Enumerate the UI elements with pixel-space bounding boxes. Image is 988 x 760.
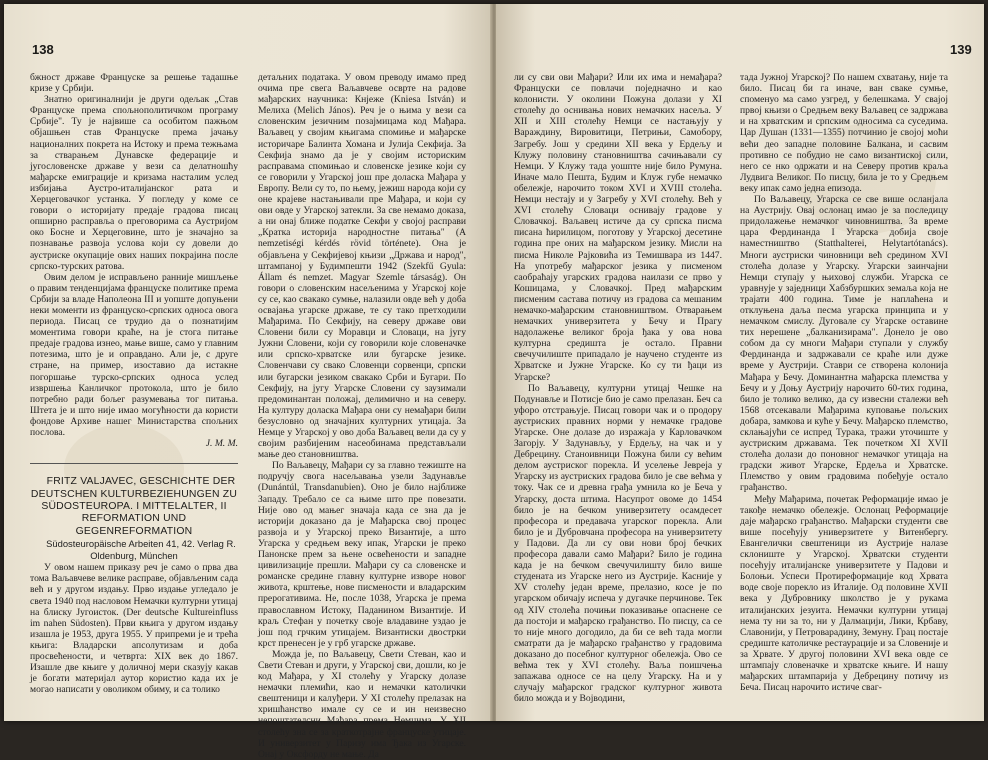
paragraph: Знатно оригиналнији је други одељак „Став Француске према спољнополитичком програму Србије". Ту је највише са особитом пажњом објашњен став Француске према јачању националних покрета на Истоку и према тежњама за стварањем Дунавске федерације и југословенске државе у вези са делатношћу мађарске емиграције и кризама насталим услед избијања Аустро-италијанског рата и Херцеговачког устанка. У погледу у коме се говори о историјату предаје градова писац опширно расправља о преговорима са Аустријом око Босне и Херцеговине, што је значајно за познавање развоја услова који су довели до аустриске окупације ових наших покрајина после српско-турских ратова. (30, 94, 238, 272)
left-page (4, 4, 492, 760)
paragraph: У овом нашем приказу реч је само о прва два тома Ваљавчеве велике расправе, објављеним сада већ и у другом издању. Прво издање угледало је света 1940 под насловом Немачки културни утицај на блиску Југоисток. (Der deutsche Kultureinfluss im nahen Südosten). Први књига у другом издању изашла је 1953, друга 1955. У припреми је и трећа књига: Владарски апсолутизам и доба просвећености, и четврта: XIX век до 1867. Изашле две књиге у доличној мери сказују какав је богати материјал аутор користио када их је могао написати у оволиком обиму, и са толико (30, 562, 238, 696)
paragraph: тада Јужној Угарској? По нашем схватању, није та било. Писац би га иначе, ван сваке сумње, споменуо ма само узгред, у белешкама. У свајој првој књизи о Средњем веку Ваљавец се задржава и на хрватским и српским односима са суседима. Цар Душан (1331—1355) потчинио је својој моћи већи део западне половине Балкана, и сасвим противно се побудио не само византиској сили, него се нко одржати и на Северу против краља Лудвига Великог. По писцу, била је то у Средњем веку ипак само једна епизода. (740, 72, 948, 194)
left-page-number: 138 (32, 42, 54, 57)
section-divider (30, 463, 238, 464)
book-spread (4, 4, 984, 760)
right-page-number: 139 (950, 42, 972, 57)
paragraph: Можда је, по Ваљавецу, Свети Стеван, као и Свети Стеван и други, у Угарској сви, дошли, ко је код Мађара, у XI столећу у Угарску долазе немачки племићи, као и немачки католички свештеници и калуђери. У XI столећу прелазак на хришћанство имале су се и ин неизвесно непоштателсни Мађара према Немцима. У XII столећу зна се за краткотрајне француске утицаје. И универзитет у Паризу има Ђака из Угарске. Онај у Оксфорду не мање. Да (258, 648, 466, 760)
right-page (496, 4, 984, 721)
left-column-1 (30, 72, 238, 712)
right-column-1 (514, 72, 722, 712)
paragraph: По Ваљавецу, Мађари су за главно тежиште на подручју свога насељавања узели Задунавље (Dunántúl, Transdanubien). Оно је било најближе Западу. Требало се са њиме што пре повезати. Није ово од мањег значаја када се зна да је историји доказано да је Мађарска свој процес развоја и у Угарској преко Византије, а што Угарска у средњем веку ипак, Угарски је преко Панонске прем за њене освећености и западне цивилизације прешли. Мађари су са словенске и романске средине главну културне изворе новог живота, крштење, нове писмености и владарским прерогативима. Не, после 1038, Угарска је према православном Истоку, Паданином Византије. И краљ Стефан у почетку своје владавине уздао је још под грчким утицајем. Византиски двострки крст пренесен је у грб угарске државе. (258, 460, 466, 649)
left-column-2 (258, 72, 466, 760)
paragraph: По Ваљавецу, културни утицај Чешке на Подунавље и Потисје био је само прелазан. Беч са уфоро отстрањује. Писац говори чак и о продору аустриских правних норми у немачке градове Угарске. Оне долазе до изражаја у Карловачком Загорју. У Задунављу, у Ердељу, на чак и у Дебрецину. Станоивници Пожуна били су већим делом аустриског порекла. И уселење Јевреја у Угарску из аустриских градова било је све већма у току. Чак се и древна грађа умнила ко је Беча у Угарску, доста штима. Насупрот овоме до 1454 било је на бечком универзитету осамдесет професора и предавача угарског порекла. Али било је и Дубровчана професора на универзитету у Падови. Да ли су ови нови број бечких професора давали само Мађари? Било је година када је на бечком свечучилишту било више студената из Угарске него из Аустрије. Касније у XV столећу један време, прелазио, косе је по угарском обичају испеча у дугачке перчинове. Тек од XIV столећа почињи показивање опаснене се да постоји и мађарско грађанство. По писцу, са се то није много догодило, да би се већ тада могли сматрати да је мађарско грађанство у градовима доказано до посебног културног обележја. Ово се већма тек у XVI столећу. Ваља поишчења запажава односе се на целу Угарску. На и у случају мађарског градског културног живота било можда и у Војводини, (514, 382, 722, 705)
review-signature: J. M. M. (205, 438, 238, 450)
paragraph: детаљних података. У овом преводу имамо пред очима пре свега Ваљавчеве осврте на радове мађарских научника: Кнјеже (Kniesa István) и Мелиха (Melich János). Реч је о њима у вези са словенским језичним позајмицама код Мађара. Ваљавец у својим књигама спомиње и мађарске историчаре Балинта Хомана и Јулија Секфија. За Секфија знамо да је у својим историским расправама спомињао и словенске језике који су се говорили у Угарској још пре доласка Мађара у Европу. Вели су то, по њему, јежиш народа који су оне крајеве настањивали пре Мађара, и који су ови овде у Угарској затекли. За све немамо доказа, а ни онај ближе податке Секфи у својој расправи „Кратка историја народностне питања" (A nemzetiségi kérdés rövid története). Она је објављена у Секфијевој књизи „Држава и народ", штампаној у Будимпешти 1942 (Szekfű Gyula: Állam és nemzet. Magyar Szemle társaság). Он говори о словенским насељенима у Угарској које су се, као свакако сумње, налазили овде већ у доба освајања угарске државе, те су тако претходили Мађарима. По Секфију, на северу државе ови Словени били су Моравци и Словаци, на југу Јужни Словени, који су говорили које словеначке или српско-хрватске или бугарске језике. Словенчави су свако Словенци сорвенци, српски или бугарски језиком свакако Срби и Бугари. По Секфију, на југу Угарске Словени су заузимали предоминантан положај, делимично и на северу. На културу доласка Мађара они су немађари били безусловно од значајних културних утицаја. За Немце у Угарској у ово доба Ваљавец вели да су у својим разбијеним насеобинама представљали мање део становништва. (258, 72, 466, 461)
paragraph: бжност државе Француске за решење тадашње кризе у Србији. (30, 72, 238, 95)
paragraph: ли су сви ови Мађари? Или их има и немађара? Француски се повлачи поједначно и као колонисти. У околини Пожуна долази у XI столећу до оснивања нових немачких насеља. У XII и XIII столећу Немци се настањују у Вараждину, Вировитици, Петрињи, Самобору, Загребу. Још у средини XII века у Ердељу и Клужу половину становништва сачињавали су Немци. У Клужу тада уошпте није било Румуна. Иначе мало Пешта, Будим и Клуж губе немачко обележје, нарочито током XVI и XVIII столећа. Немци нестају и у Загребу у XVI столећу. Већ у XVI столећу Словаци оснивају градове у Словачкој. Ваљавец истиче да су српска писма писана ћирилицом, поготову у Угарској десетине година пре оних на мађарском језику. Мисли на писма Николе Рајковића из Темишвара из 1447. На употребу мађарског језика у писменом саобраћају угарских градова наилази се прво у Кошицама, у Словачкој. Пред мађарским писменим састава потичу из градова са мешаним немачко-мађарским становништвом. Отварањем немачких универзитета у Бечу и Прагу надолажење великог броја ђака у ова нова културна средишта је остало. Правни свечучилиште припадало је научено студенте из Хрватске и Јужне Угарске. Ко су ти ђаци из Угарске? (514, 72, 722, 383)
paragraph: Међу Мађарима, почетак Реформације имао је такође немачко обележје. Ослонац Реформације даје мађарско грађанство. Мађарски студенти све више посећују универзитете у Витенбергу. Евангелички свештеници из Аустрије налазе склониште у Угарској. Хрватски студенти посећују италијанске универзитете у Падови и Болоњи. Успеси Протиреформације код Хрвата воде своје порекло из Италије. Од половине XVII века у Дубровнику школство је у рукама италијанских језуита. Немачки културни утицај нема ту ни за то, ни у Далмацији, Лики, Крбаву, Славонији, у Петроварадину, Земуну. Грац постаје средиште католичке рестаурације и за Словеније и за Хрвате. У другој половини XVI века овде се штампају словеначке и хрватске књиге. И нашу мађарских штампарија у Дебрецину потичу из Беча. Писац нарочито истиче сваг- (740, 493, 948, 694)
right-column-2 (740, 72, 948, 712)
review-imprint: Südosteuropäische Arbeiten 41, 42. Verlag R. Oldenburg, München (46, 538, 236, 562)
paragraph: Овим делом је исправљено ранније мишљење о правим тенденцијама француске политике према Србији за владе Наполеона III и уопште допуњени неки моменти из француско-српских односа овога периода. Писац се трудио да о познатијим моментима говори краће, на је стога питање предаје градова изнео, мање више, само у главним потезима, што је и оправдано. Али је, с друге стране, на пример, изоставио да истакне погоршање турско-српских односа услед извршења Канличког протокола, што је било потребно ради бољег разумевања тог питања. Штета је и што није имао могућности да користи фондове Архиве нашег Министарства спољних послова. (30, 271, 238, 438)
paragraph: По Ваљавецу, Угарска се све више осланјала на Аустрију. Овај ослонац имао је за последицу придолажење немачког чиновништва. За време цара Фердинанда I Угарска добија своје наместништво (Statthalterei, Helytartótanács). Многи аустриски чиновници већ средином XVI столећа долазе у Угарску. Угарски заинчајни Немци ступају у њиховој служби. Угарска се уравнује у заједници Хабзбуршких земаља која не трајати 400 година. Тиме је наплаћена и отклуњена даља песма угарска принципа и у немачком смислу. Дуговале су Угарске оставине тих нерешене „балканизирама". Донело је ово собом да су многи Мађари ступали у службу Фердинанда и задржавали се краће или дуже време у Аустрији. Ставри се створена колонија Мађара у Бечу. Доминантна мађарска племства у Бечу и у Доњу Аустрију нарочито 60-тих година, било је толико велико, да су извесни сталежи већ 1568 отсекавали Мађарима куповање пољских добара, замкова и куће у Бечу. Мађарско племство, склањајући се испред Турака, тражи уточиште у аустриским државама. Тек почетком XI XVII столећа долази до поновног немачког утицаја на градски живот Угарске, Ердеља и Хрватске. Племство у овим градовима побеђује остало грађанство. (740, 194, 948, 494)
review-book-title: FRITZ VALJAVEC, GESCHICHTE DER DEUTSCHEN KULTURBEZIEHUNGEN ZU SÜDOSTEUROPA. I MITTELALTER, II REFORMATION UND GEGENREFORMATION (30, 476, 238, 537)
